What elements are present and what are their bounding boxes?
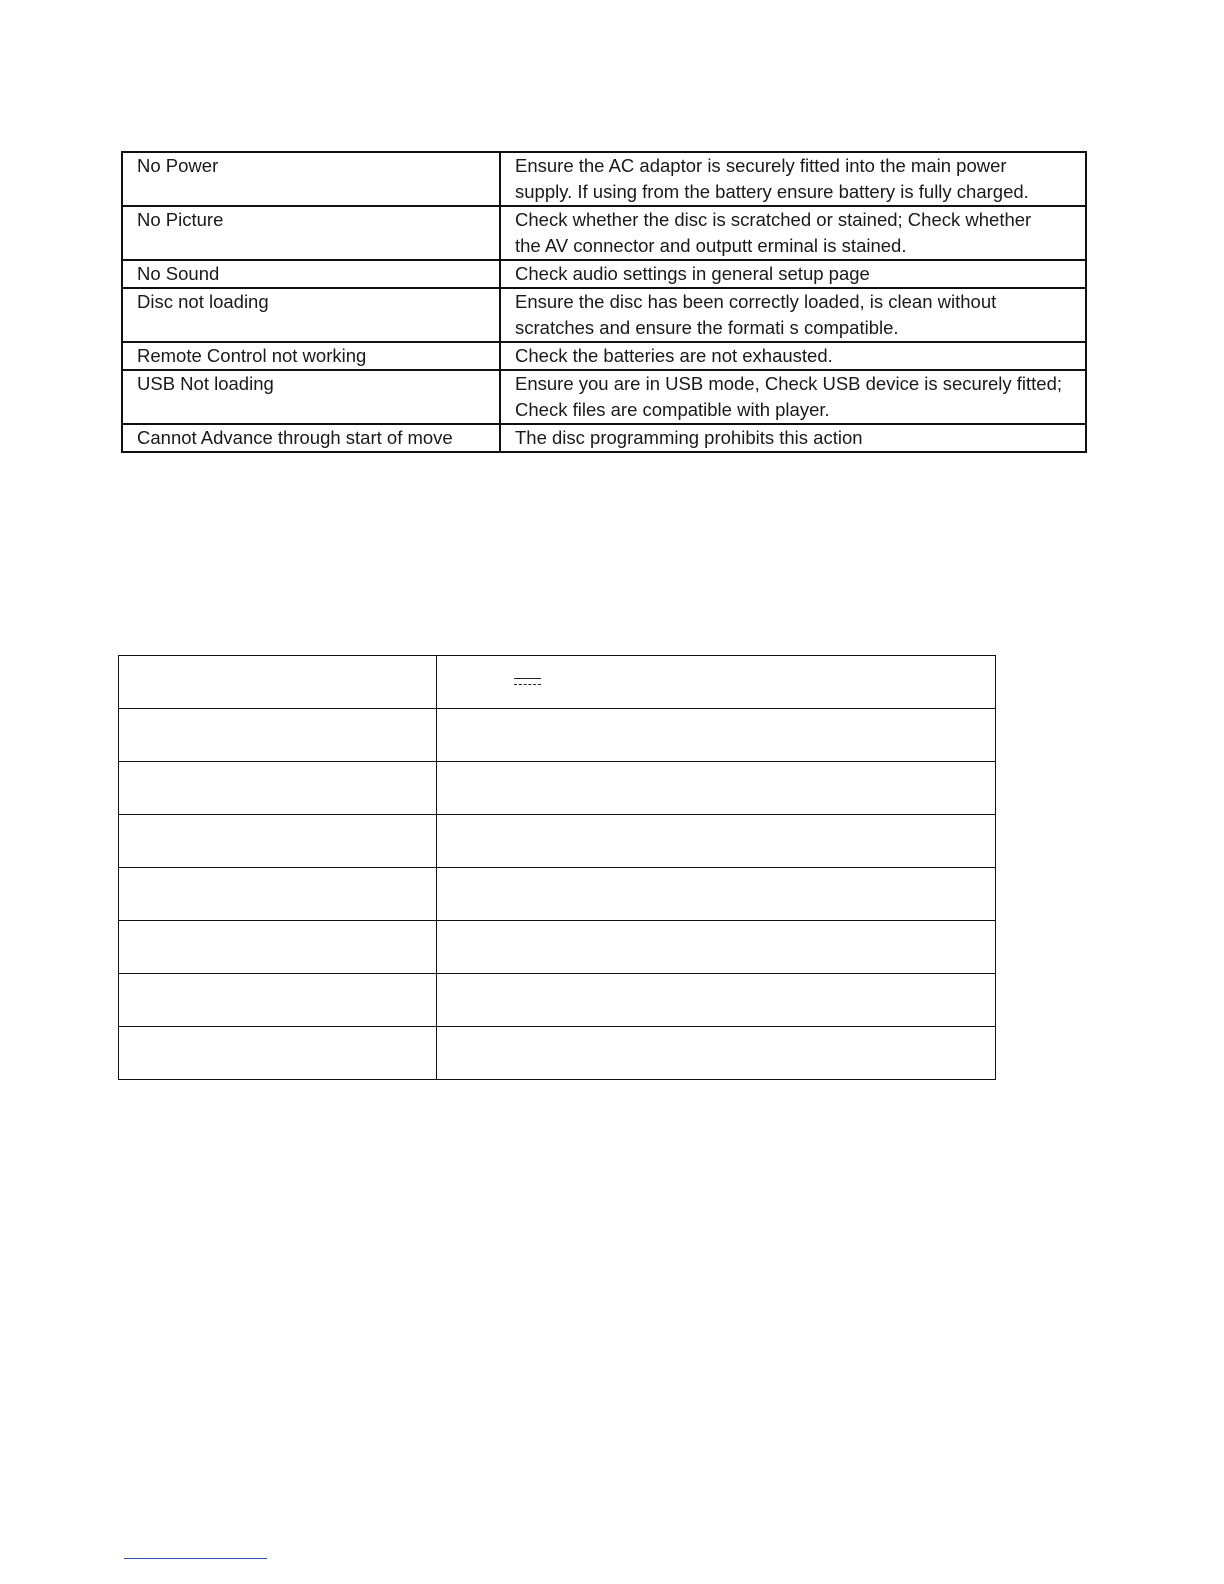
solution-cell <box>500 342 1086 370</box>
dc-current-symbol-icon <box>514 678 541 688</box>
problem-cell <box>122 260 500 288</box>
spec-value-cell <box>437 921 996 974</box>
problem-text: No Picture <box>137 209 224 230</box>
table-row <box>122 288 1086 342</box>
spec-label-cell <box>119 709 437 762</box>
table-row <box>119 868 996 921</box>
table-row <box>122 370 1086 424</box>
problem-cell <box>122 288 500 342</box>
table-row <box>119 974 996 1027</box>
solution-cell <box>500 424 1086 452</box>
solution-line: Ensure you are in USB mode, Check USB device is securely fitted; <box>515 373 1063 394</box>
problem-cell <box>122 424 500 452</box>
spec-label-cell <box>119 656 437 709</box>
spec-value-cell <box>437 815 996 868</box>
footnote-separator <box>124 1558 267 1559</box>
solution-line: Ensure the disc has been correctly loaded, is clean without <box>515 291 997 312</box>
problem-text: Remote Control not working <box>137 345 367 366</box>
spec-label-cell <box>119 868 437 921</box>
spec-label-cell <box>119 974 437 1027</box>
solution-cell <box>500 152 1086 206</box>
table-row <box>122 206 1086 260</box>
solution-cell <box>500 260 1086 288</box>
problem-text: No Sound <box>137 263 220 284</box>
solution-cell <box>500 206 1086 260</box>
solution-line: Check whether the disc is scratched or stained; Check whether <box>515 209 1032 230</box>
problem-cell <box>122 206 500 260</box>
spec-value-cell <box>437 709 996 762</box>
problem-cell <box>122 342 500 370</box>
solution-line: Check audio settings in general setup page <box>515 263 870 284</box>
solution-line: The disc programming prohibits this action <box>515 427 863 448</box>
problem-text: Cannot Advance through start of move <box>137 427 453 448</box>
table-row <box>122 342 1086 370</box>
problem-cell <box>122 370 500 424</box>
problem-text: No Power <box>137 155 219 176</box>
spec-label-cell <box>119 1027 437 1080</box>
problem-text: Disc not loading <box>137 291 269 312</box>
solution-line: scratches and ensure the formati s compatible. <box>515 317 899 338</box>
table-row <box>119 762 996 815</box>
table-row <box>119 709 996 762</box>
spec-label-cell <box>119 815 437 868</box>
specifications-table <box>118 655 996 1080</box>
spec-value-cell <box>437 974 996 1027</box>
spec-value-cell <box>437 1027 996 1080</box>
spec-value-cell <box>437 762 996 815</box>
solution-cell <box>500 288 1086 342</box>
solution-line: supply. If using from the battery ensure battery is fully charged. <box>515 181 1029 202</box>
table-row <box>119 921 996 974</box>
table-row <box>122 152 1086 206</box>
spec-value-cell <box>437 868 996 921</box>
spec-value-cell <box>437 656 996 709</box>
table-row <box>122 260 1086 288</box>
problem-cell <box>122 152 500 206</box>
solution-line: the AV connector and outputt erminal is stained. <box>515 235 907 256</box>
spec-label-cell <box>119 921 437 974</box>
table-row <box>119 815 996 868</box>
solution-line: Ensure the AC adaptor is securely fitted into the main power <box>515 155 1007 176</box>
table-row <box>119 1027 996 1080</box>
table-row <box>119 656 996 709</box>
solution-cell <box>500 370 1086 424</box>
troubleshooting-table <box>121 151 1087 453</box>
solution-line: Check files are compatible with player. <box>515 399 830 420</box>
spec-label-cell <box>119 762 437 815</box>
solution-line: Check the batteries are not exhausted. <box>515 345 833 366</box>
table-row <box>122 424 1086 452</box>
problem-text: USB Not loading <box>137 373 274 394</box>
